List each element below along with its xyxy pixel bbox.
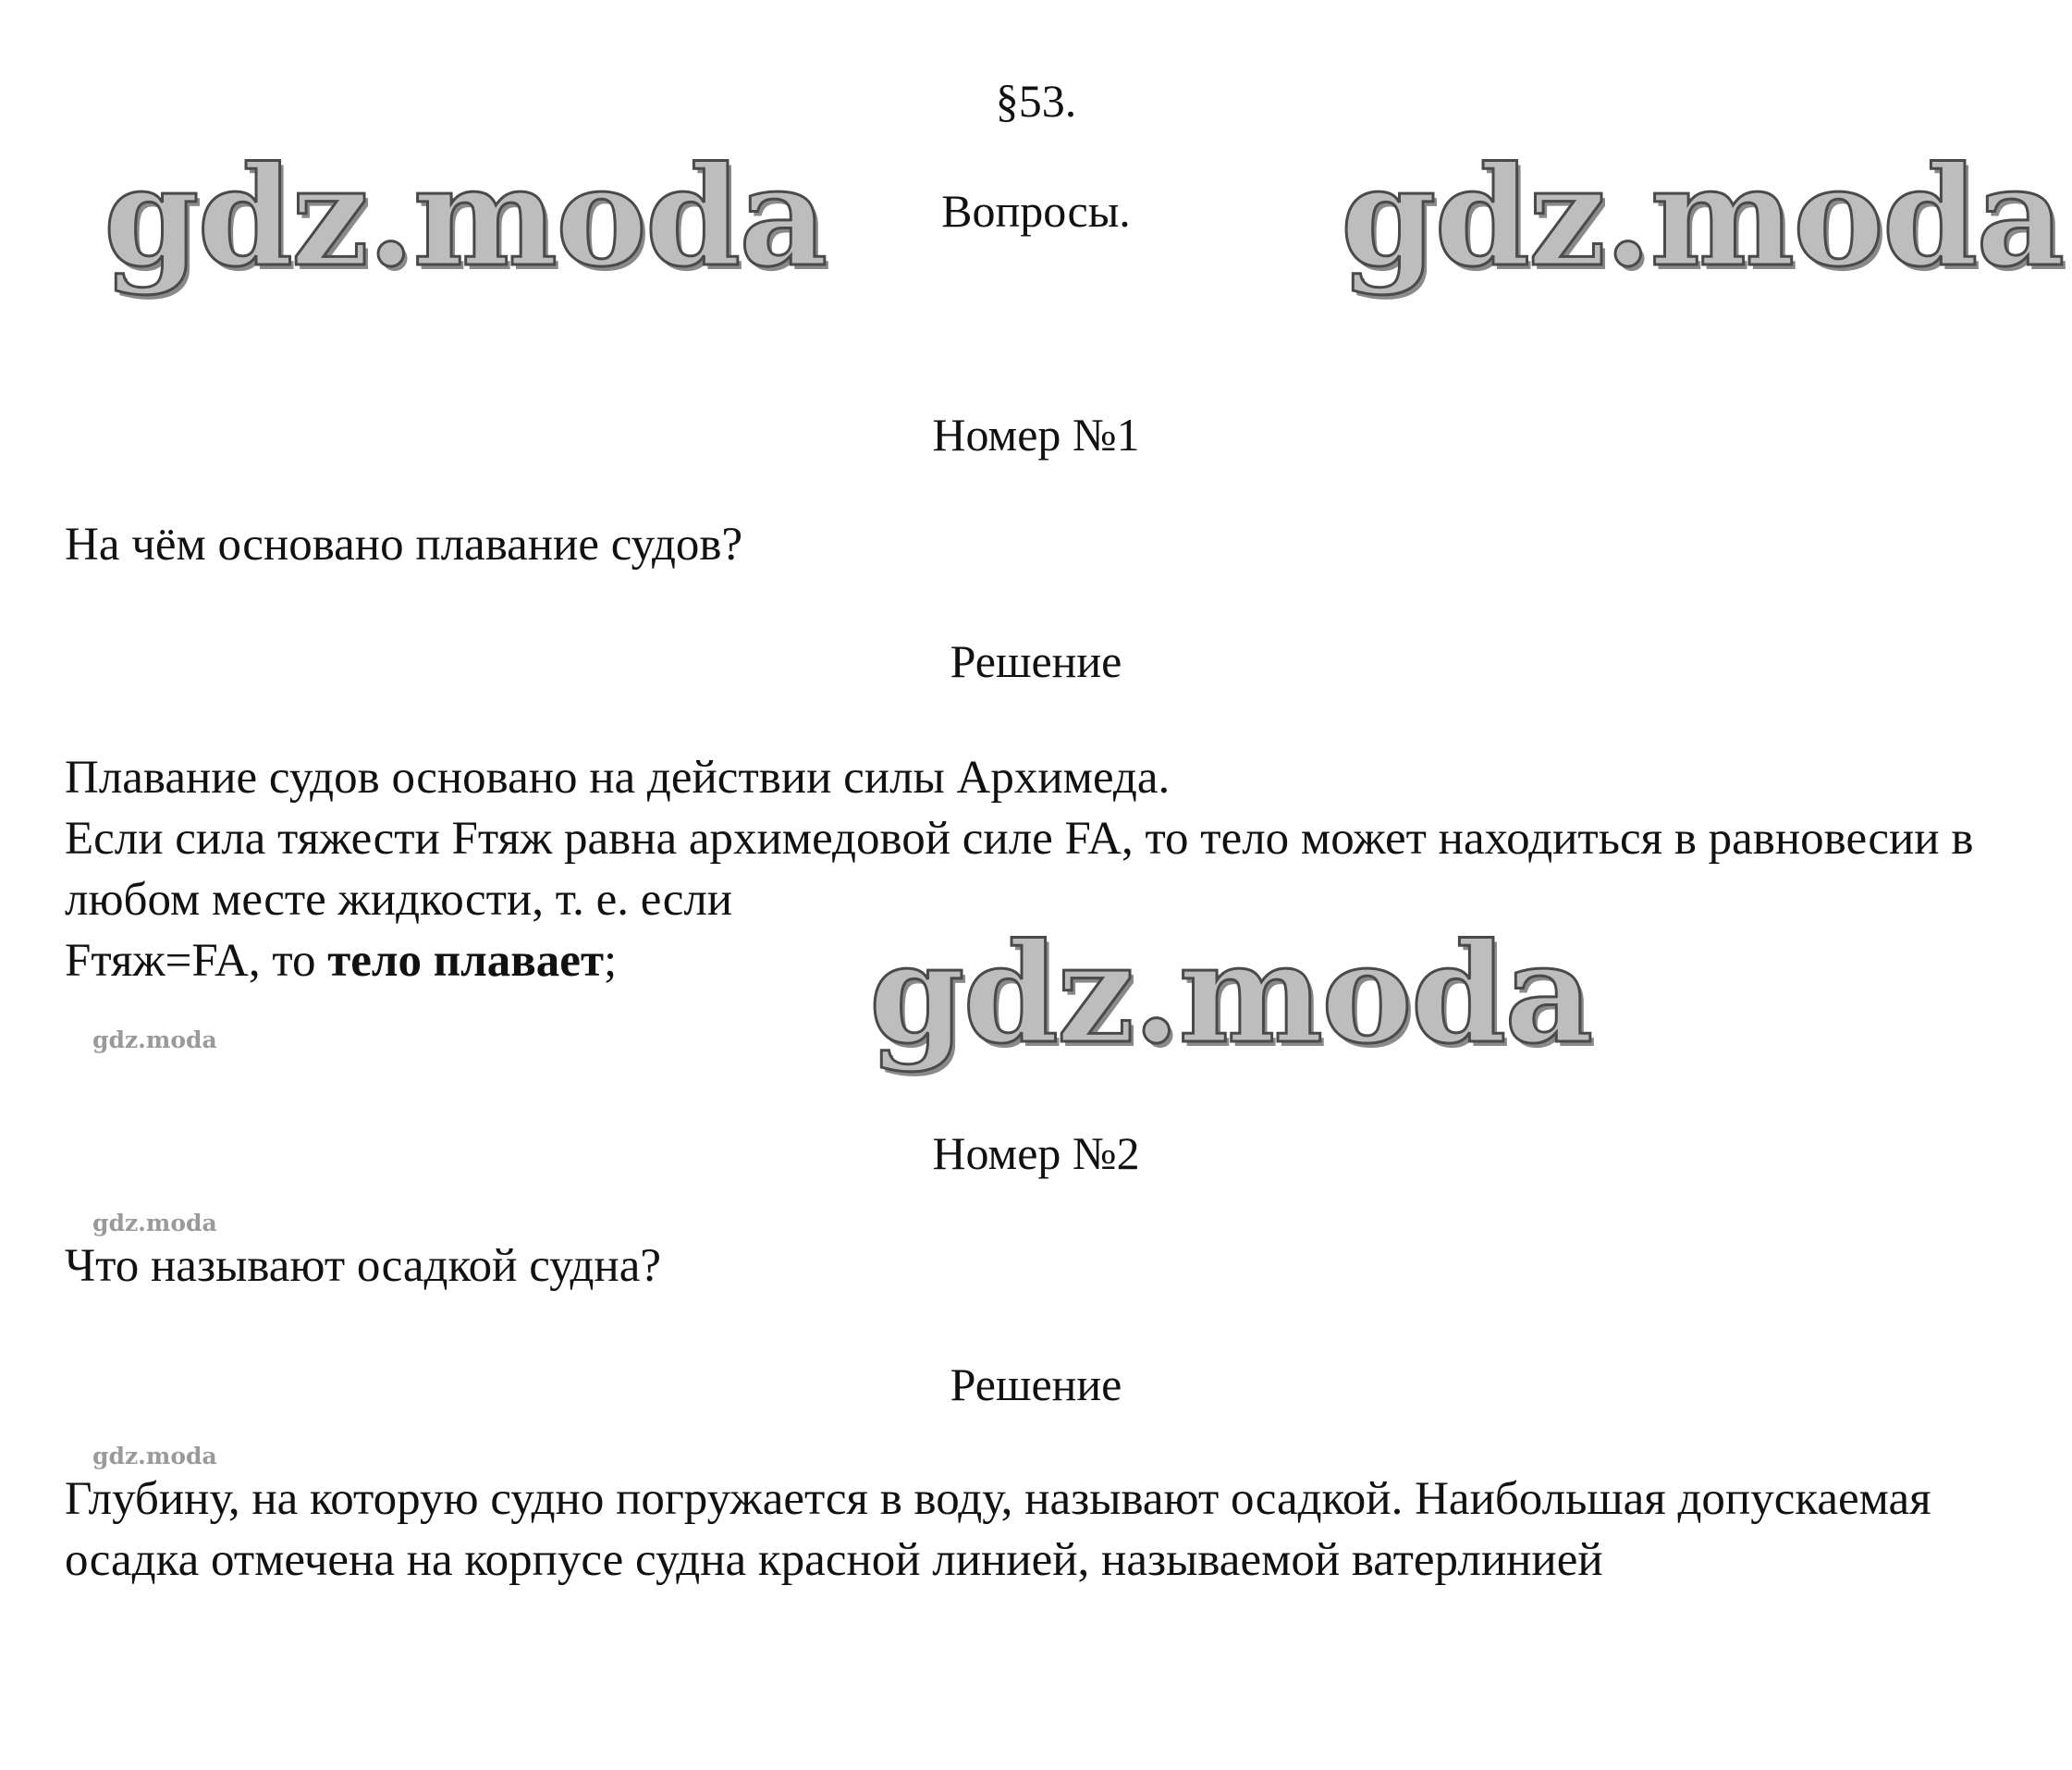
watermark-logo-left: gdz.moda: [104, 136, 827, 297]
question-2-answer: [65, 1469, 2016, 1591]
answer-1-line-1: Плавание судов основано на действии силы Архимеда.: [65, 752, 1171, 804]
question-1-question: На чём основано плавание судов?: [65, 519, 743, 571]
question-1-solution-label: Решение: [950, 635, 1122, 687]
answer-1-line-2: Если сила тяжести Fтяж равна архимедовой силе FA, то тело может находиться в равновесии в любом месте жидкости, т. е. если: [65, 813, 1974, 926]
section-number: §53.: [995, 75, 1077, 127]
watermark-small-2: gdz.moda: [92, 1210, 217, 1236]
question-1-heading: Номер №1: [932, 409, 1140, 461]
answer-1-conclusion: тело плавает: [327, 935, 604, 987]
watermark-logo-center: gdz.moda: [869, 913, 1592, 1074]
question-1-text: [65, 514, 2016, 575]
section-subtitle: Вопросы.: [941, 185, 1131, 237]
watermark-small-3: gdz.moda: [92, 1443, 217, 1469]
question-2-question: Что называют осадкой судна?: [65, 1240, 661, 1292]
watermark-logo-right: gdz.moda: [1341, 136, 2064, 297]
question-2-heading: Номер №2: [932, 1127, 1140, 1179]
answer-2-text: Глубину, на которую судно погружается в воду, называют осадкой. Наибольшая допускаемая осадка отмечена на корпусе судна красной линией, называемой ватерлинией: [65, 1473, 1931, 1586]
question-2-text: [65, 1235, 2016, 1297]
answer-1-formula: Fтяж=FA, то: [65, 935, 328, 987]
watermark-small-1: gdz.moda: [92, 1026, 217, 1053]
question-2-solution-label: Решение: [950, 1358, 1122, 1410]
answer-1-punct: ;: [604, 935, 618, 987]
